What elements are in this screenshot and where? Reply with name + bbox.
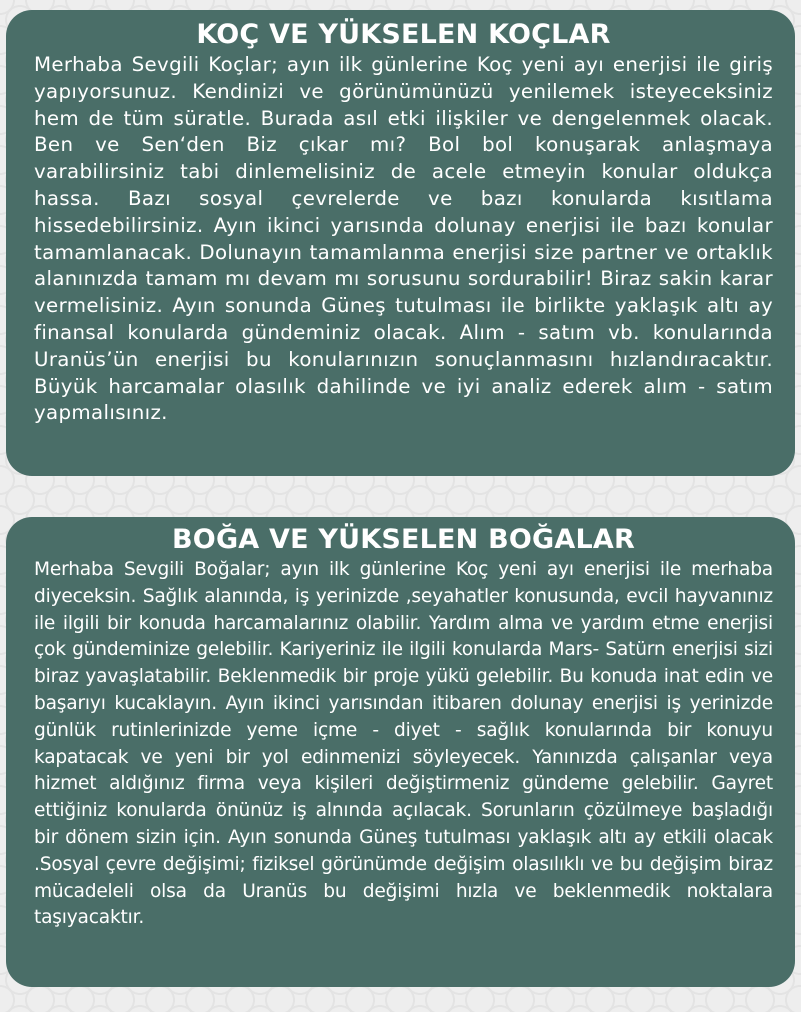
section-body-koc: Merhaba Sevgili Koçlar; ayın ilk günlerine Koç yeni ayı enerjisi ile giriş yapıyorsunuz. Kendinizi ve görünümünüzü yenilemek isteyeceksiniz hem de tüm süratle. Burada asıl etki ilişkiler ve dengelenmek olacak. Ben ve Sen‘den Biz çıkar mı? Bol bol konuşarak anlaşmaya varabilirsiniz tabi dinlemelisiniz de acele etmeyin konular oldukça hassa. Bazı sosyal çevrelerde ve bazı konularda kısıtlama hissedebilirsiniz. Ayın ikinci yarısında dolunay enerjisi ile bazı konular tamamlanacak. Dolunayın tamamlanma enerjisi size partner ve ortaklık alanınızda tamam mı devam mı sorusunu sordurabilir! Biraz sakin karar vermelisiniz. Ayın sonunda Güneş tutulması ile birlikte yaklaşık altı ay finansal konularda gündeminiz olacak. Alım - satım vb. konularında Uranüs’ün enerjisi bu konularınızın sonuçlanmasını hızlandıracaktır. Büyük harcamalar olasılık dahilinde ve iyi analiz ederek alım - satım yapmalısınız. xyxy=(34,53,773,425)
boga-section xyxy=(6,517,795,987)
section-body-boga: Merhaba Sevgili Boğalar; ayın ilk günlerine Koç yeni ayı enerjisi ile merhaba diyeceksin. Sağlık alanında, iş yerinizde ,seyahatler konusunda, evcil hayvanınız ile ilgili bir konuda harcamalarınız olabilir. Yardım alma ve yardım etme enerjisi çok gündeminize gelebilir. Kariyeriniz ile ilgili konularda Mars- Satürn enerjisi sizi biraz yavaşlatabilir. Beklenmedik bir proje yükü gelebilir. Bu konuda inat edin ve başarıyı kucaklayın. Ayın ikinci yarısından itibaren dolunay enerjisi iş yerinizde günlük rutinlerinizde yeme içme - diyet - sağlık konularında bir konuyu kapatacak ve yeni bir yol edinmenizi söyleyecek. Yanınızda çalışanlar veya hizmet aldığınız firma veya kişileri değiştirmeniz gündeme gelebilir. Gayret ettiğiniz konularda önünüz iş alnında açılacak. Sorunların çözülmeye başladığı bir dönem sizin için. Ayın sonunda Güneş tutulması yaklaşık altı ay etkili olacak .Sosyal çevre değişimi; fiziksel görünümde değişim olasılıklı ve bu değişim biraz mücadeleli olsa da Uranüs bu değişimi hızla ve beklenmedik noktalara taşıyacaktır. xyxy=(34,559,773,929)
section-title-koc: KOÇ VE YÜKSELEN KOÇLAR xyxy=(196,19,611,50)
koc-section xyxy=(6,10,795,476)
section-title-boga: BOĞA VE YÜKSELEN BOĞALAR xyxy=(172,524,635,555)
